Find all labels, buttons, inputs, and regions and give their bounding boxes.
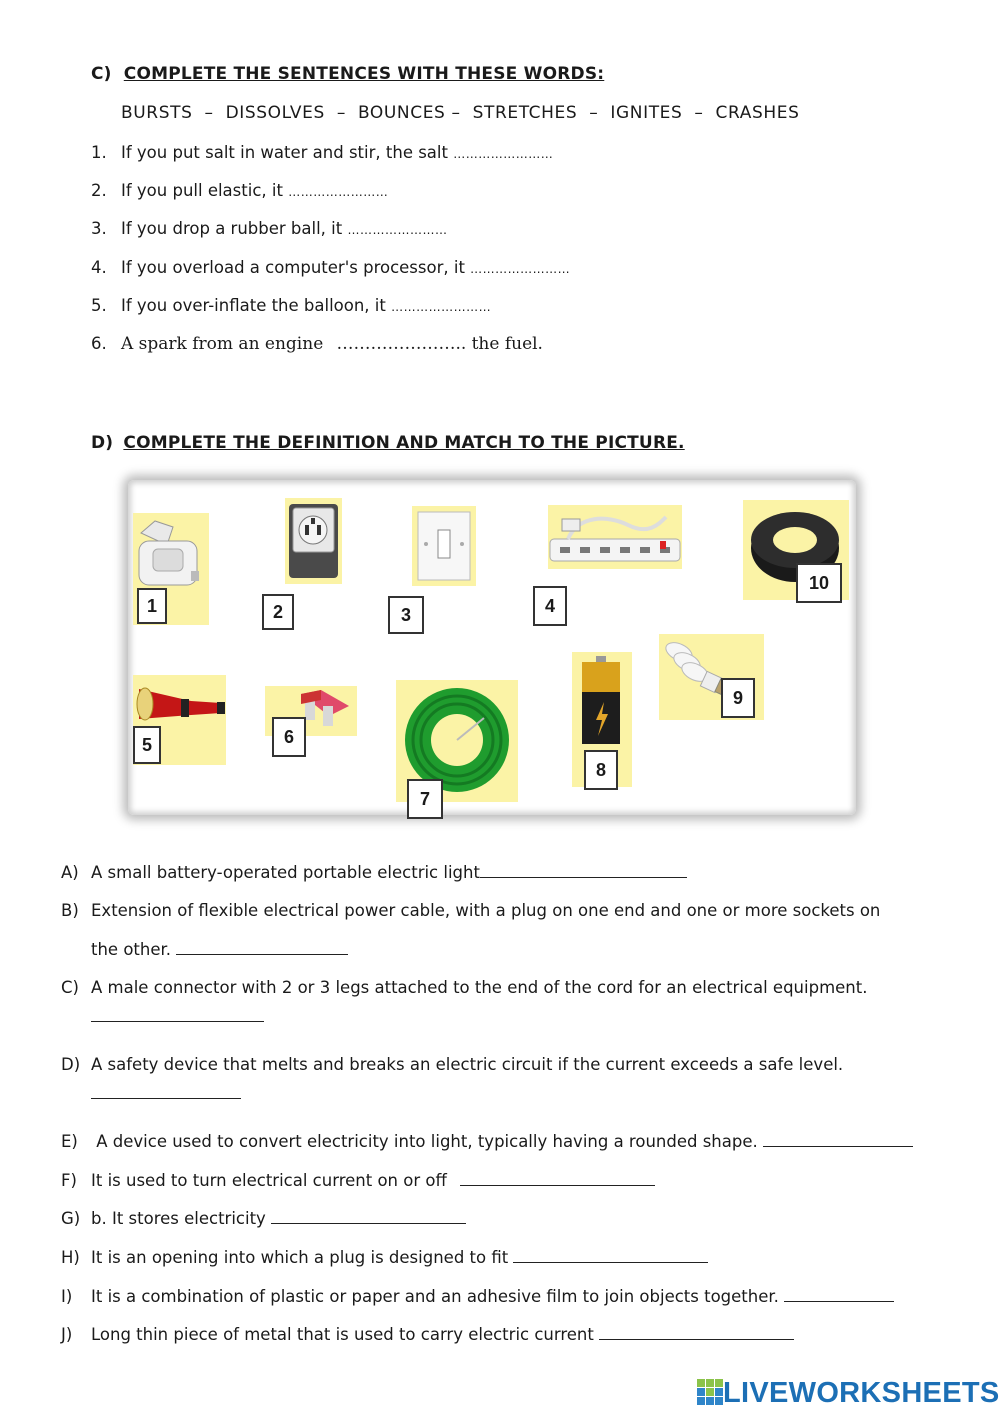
sentence-2: 2. If you pull elastic, it ……………………	[91, 181, 389, 200]
section-c-heading	[91, 64, 604, 84]
sentence-4: 4. If you overload a computer's processor, it ……………………	[91, 258, 571, 277]
definition-h: H) It is an opening into which a plug is designed to fit	[61, 1248, 708, 1267]
answer-blank[interactable]	[599, 1325, 794, 1340]
answer-blank[interactable]: ……………………	[288, 185, 389, 199]
definition-f: F) It is used to turn electrical current on or off	[61, 1171, 655, 1190]
answer-blank[interactable]	[91, 1098, 241, 1099]
definition-i: I) It is a combination of plastic or paper and an adhesive film to join objects together.	[61, 1287, 894, 1306]
definition-e: E) A device used to convert electricity into light, typically having a rounded shape.	[61, 1132, 913, 1151]
answer-blank[interactable]	[513, 1248, 708, 1263]
answer-blank[interactable]	[460, 1171, 655, 1186]
definition-b-continued: the other.	[91, 940, 348, 959]
word-bank: BURSTS – DISSOLVES – BOUNCES – STRETCHES – IGNITES – CRASHES	[121, 103, 800, 123]
picture-number-10: 10	[796, 563, 842, 603]
definition-c: C) A male connector with 2 or 3 legs attached to the end of the cord for an electrical equipment.	[61, 978, 868, 997]
sentence-3: 3. If you drop a rubber ball, it ……………………	[91, 219, 448, 238]
answer-blank[interactable]	[784, 1287, 894, 1302]
answer-blank[interactable]	[763, 1132, 913, 1147]
sentence-1: 1. If you put salt in water and stir, the salt ……………………	[91, 143, 554, 162]
definition-b: B) Extension of flexible electrical power cable, with a plug on one end and one or more sockets on	[61, 901, 881, 920]
answer-blank[interactable]: …………………..	[336, 334, 467, 354]
picture-number-5: 5	[133, 726, 161, 764]
answer-blank[interactable]	[176, 940, 348, 955]
definition-a: A) A small battery-operated portable electric light	[61, 863, 687, 882]
answer-blank[interactable]: ……………………	[470, 262, 571, 276]
section-c-letter: C)	[91, 64, 112, 84]
answer-blank[interactable]: ……………………	[347, 223, 448, 237]
section-d-letter: D)	[91, 433, 114, 453]
picture-number-1: 1	[137, 588, 167, 624]
switch-picture	[412, 506, 476, 586]
picture-number-6: 6	[272, 717, 306, 757]
section-d-heading	[91, 433, 685, 453]
picture-number-8: 8	[584, 750, 618, 790]
definition-g: G) b. It stores electricity	[61, 1209, 466, 1228]
picture-number-9: 9	[721, 678, 755, 718]
extension-lead-picture	[548, 505, 682, 569]
picture-number-7: 7	[407, 779, 443, 819]
answer-blank[interactable]: ……………………	[453, 147, 554, 161]
answer-blank[interactable]	[271, 1209, 466, 1224]
answer-blank[interactable]	[480, 863, 687, 878]
socket-picture	[285, 498, 342, 584]
section-c-title: COMPLETE THE SENTENCES WITH THESE WORDS:	[123, 64, 605, 84]
logo-icon	[697, 1379, 723, 1405]
picture-number-2: 2	[262, 594, 294, 630]
definition-d: D) A safety device that melts and breaks an electric circuit if the current exceeds a safe level.	[61, 1055, 844, 1074]
answer-blank[interactable]	[91, 1021, 264, 1022]
answer-blank[interactable]: ……………………	[391, 300, 492, 314]
picture-number-3: 3	[388, 596, 424, 634]
sentence-5: 5. If you over-inflate the balloon, it ……………………	[91, 296, 492, 315]
picture-number-4: 4	[533, 586, 567, 626]
liveworksheets-logo: LIVEWORKSHEETS	[697, 1377, 1000, 1411]
section-d-title: COMPLETE THE DEFINITION AND MATCH TO THE PICTURE.	[123, 433, 685, 453]
sentence-6: 6. A spark from an engine ………………….. the fuel.	[91, 334, 543, 354]
definition-j: J) Long thin piece of metal that is used to carry electric current	[61, 1325, 794, 1344]
